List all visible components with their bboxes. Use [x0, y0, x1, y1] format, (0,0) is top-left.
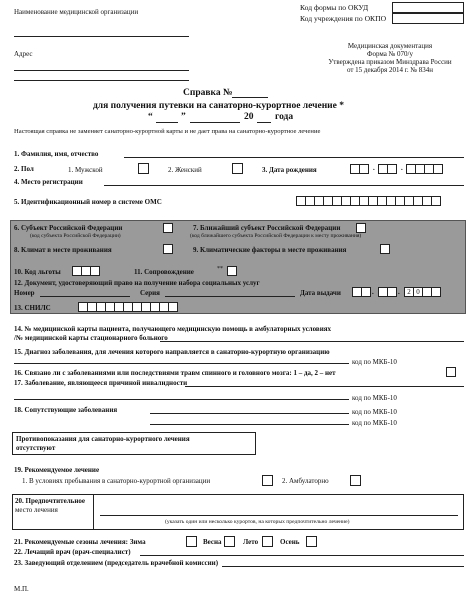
address-line[interactable] — [14, 70, 189, 71]
snils-cells[interactable] — [78, 302, 177, 312]
diagnosis-line[interactable] — [14, 363, 349, 364]
preferred-place-label-2: место лечения — [15, 506, 58, 514]
male-checkbox[interactable] — [138, 163, 149, 174]
doc-series-label: Серия — [140, 289, 160, 297]
contraindications-label-2: отсутствуют — [16, 444, 56, 452]
seasons-label: 21. Рекомендуемые сезоны лечения: Зима — [14, 538, 146, 546]
okud-field[interactable] — [392, 2, 464, 13]
climate-label: 8. Климат в месте проживания — [14, 246, 112, 254]
treatment-label: 19. Рекомендуемое лечение — [14, 466, 100, 474]
escort-mark: ** — [217, 266, 223, 272]
escort-label: 11. Сопровождение — [134, 268, 194, 276]
sex-label: 2. Пол — [14, 165, 34, 173]
org-name-line[interactable] — [14, 36, 189, 37]
disclaimer-note: Настоящая справка не заменяет санаторно-курортной карты и не дает права на санаторно-курортное лечение — [14, 128, 321, 135]
registration-label: 4. Место регистрации — [14, 178, 83, 186]
subject-note: (код субъекта Российской Федерации) — [30, 233, 121, 239]
subject-cells[interactable] — [163, 223, 172, 233]
sanatorium-checkbox[interactable] — [262, 475, 273, 486]
year-suffix: года — [275, 112, 294, 122]
medcard-label: 14. № медицинской карты пациента, получающего медицинскую помощь в амбулаторных условиях — [14, 325, 332, 333]
registration-line[interactable] — [104, 185, 464, 186]
issue-month-cells[interactable] — [378, 287, 396, 297]
spinal-cell[interactable] — [446, 367, 455, 377]
year-prefix: 20 — [244, 112, 254, 122]
head-label: 23. Заведующий отделением (председатель врачебной комиссии) — [14, 559, 219, 567]
mkb-label: код по МКБ-10 — [352, 408, 397, 416]
oms-label: 5. Идентификационный номер в системе ОМС — [14, 198, 162, 206]
address-line-2[interactable] — [14, 80, 189, 81]
year-line[interactable] — [257, 122, 271, 123]
approval-date: от 15 декабря 2014 г. № 834н — [346, 66, 434, 74]
mkb-label: код по МКБ-10 — [352, 358, 397, 366]
preferred-place-note: (указать один или несколько курортов, на которых предпочтительно лечение) — [165, 519, 350, 525]
autumn-checkbox[interactable] — [306, 536, 317, 547]
address-label: Адрес — [14, 50, 33, 58]
medcard-line[interactable] — [160, 341, 464, 342]
outpatient-checkbox[interactable] — [350, 475, 361, 486]
birth-month-cells[interactable] — [378, 164, 396, 174]
stamp-label: М.П. — [14, 585, 29, 593]
spring-checkbox[interactable] — [224, 536, 235, 547]
org-name-label: Наименование медицинской организации — [14, 8, 139, 16]
okud-label: Код формы по ОКУД — [300, 3, 369, 12]
snils-label: 13. СНИЛС — [14, 304, 51, 312]
sanatorium-option-label: 1. В условиях пребывания в санаторно-курортной организации — [22, 477, 211, 485]
birth-day-cells[interactable] — [350, 164, 368, 174]
comorbid-line[interactable] — [150, 413, 349, 414]
head-line[interactable] — [222, 566, 464, 567]
day-line[interactable] — [156, 122, 178, 123]
summer-checkbox[interactable] — [262, 536, 273, 547]
social-doc-label: 12. Документ, удостоверяющий право на получение набора социальных услуг — [14, 279, 260, 287]
date-sep: . — [373, 164, 375, 172]
autumn-label: Осень — [280, 538, 300, 546]
preferred-place-label: 20. Предпочтительное — [15, 497, 85, 505]
date-sep: . — [401, 164, 403, 172]
date-quote-open: “ — [148, 112, 153, 122]
disability-line-2[interactable] — [14, 399, 349, 400]
medcard-label-2: /№ медицинской карты стационарного больного — [14, 334, 168, 342]
okpo-field[interactable] — [392, 13, 464, 24]
issue-year-cells[interactable]: 2 0 — [404, 287, 440, 297]
month-line[interactable] — [190, 122, 240, 123]
climate-factors-label: 9. Климатические факторы в месте проживания — [193, 246, 347, 254]
date-quote-close: ” — [181, 112, 186, 122]
climate-cells[interactable] — [163, 244, 172, 254]
approval-order: Утверждена приказом Минздрава России — [328, 58, 452, 66]
birth-year-cells[interactable] — [406, 164, 442, 174]
benefit-code-cells[interactable] — [72, 266, 99, 276]
comorbid-label: 18. Сопутствующие заболевания — [14, 406, 118, 414]
climate-factors-cells[interactable] — [380, 244, 389, 254]
spring-label: Весна — [203, 538, 222, 546]
summer-label: Лето — [243, 538, 259, 546]
doc-series-line[interactable] — [165, 296, 295, 297]
disability-line[interactable] — [185, 386, 464, 387]
nearest-subject-label: 7. Ближайший субъект Российской Федерации — [193, 224, 341, 232]
fio-label: 1. Фамилия, имя, отчество — [14, 150, 99, 158]
benefit-code-label: 10. Код льготы — [14, 268, 61, 276]
disability-label: 17. Заболевание, являющееся причиной инвалидности — [14, 379, 188, 387]
doc-number-line[interactable] — [40, 296, 130, 297]
comorbid-line-2[interactable] — [150, 424, 349, 425]
fio-line[interactable] — [124, 157, 464, 158]
doctor-label: 22. Лечащий врач (врач-специалист) — [14, 548, 131, 556]
date-sep: . — [372, 288, 374, 296]
male-label: 1. Мужской — [68, 166, 103, 174]
issue-day-cells[interactable] — [352, 287, 370, 297]
doctor-line[interactable] — [140, 555, 464, 556]
diagnosis-label: 15. Диагноз заболевания, для лечения которого направляется в санаторно-курортную организацию — [14, 348, 330, 356]
escort-cells[interactable] — [227, 266, 236, 276]
female-checkbox[interactable] — [232, 163, 243, 174]
birthdate-label: 3. Дата рождения — [262, 166, 317, 174]
issue-date-label: Дата выдачи — [300, 289, 341, 297]
mkb-label: код по МКБ-10 — [352, 394, 397, 402]
contraindications-label: Противопоказания для санаторно-курортного лечения — [16, 435, 190, 443]
winter-checkbox[interactable] — [186, 536, 197, 547]
doc-type: Медицинская документация — [347, 42, 433, 50]
form-number: Форма № 070/у — [366, 50, 414, 58]
date-sep: . — [398, 288, 400, 296]
female-label: 2. Женский — [168, 166, 202, 174]
okpo-label: Код учреждения по ОКПО — [300, 14, 387, 23]
subject-label: 6. Субъект Российской Федерации — [14, 224, 123, 232]
nearest-subject-cells[interactable] — [356, 223, 365, 233]
spinal-label: 16. Связано ли с заболеваниями или последствиями травм спинного и головного мозга: 1 – да, 2 – нет — [14, 369, 336, 377]
certificate-subtitle: для получения путевки на санаторно-курортное лечение * — [93, 101, 344, 111]
certificate-title: Справка № — [183, 88, 233, 98]
preferred-place-line[interactable] — [100, 515, 458, 516]
doc-number-label: Номер — [14, 289, 35, 297]
certificate-number-line[interactable] — [232, 97, 268, 98]
outpatient-option-label: 2. Амбулаторно — [282, 477, 329, 485]
nearest-subject-note: (код ближайшего субъекта Российской Федерации к месту проживания) — [190, 233, 362, 239]
mkb-label: код по МКБ-10 — [352, 419, 397, 427]
oms-cells[interactable] — [296, 196, 440, 206]
